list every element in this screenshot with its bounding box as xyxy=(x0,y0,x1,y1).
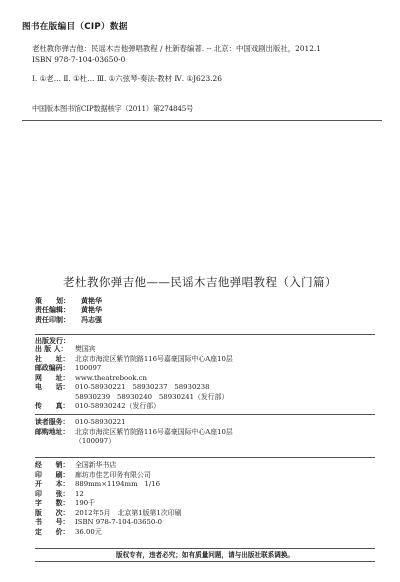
info-value: 58930239 58930240 58930241（发行部） xyxy=(75,392,229,401)
divider xyxy=(35,414,375,415)
info-value: 190千 xyxy=(75,499,96,507)
credit-label: 责任印制： xyxy=(35,315,70,324)
credits-block xyxy=(35,297,375,325)
credit-value: 冯志强 xyxy=(81,315,102,324)
info-label: 社 址： xyxy=(35,354,70,363)
info-value: 010-58930221 58930237 58930238 xyxy=(75,383,210,391)
info-row xyxy=(35,528,380,538)
cip-block xyxy=(32,43,382,84)
info-value: 廊坊市佳艺印务有限公司 xyxy=(75,470,151,479)
info-label: 传 真： xyxy=(35,402,70,410)
info-value: （100097） xyxy=(75,437,116,445)
info-label: 邮购地址： xyxy=(35,427,70,436)
info-label: 字 数： xyxy=(35,499,70,507)
publication-info xyxy=(35,345,380,412)
info-value: 2012年5月 北京第1版第1次印刷 xyxy=(75,508,182,517)
info-label: 邮政编码： xyxy=(35,364,70,372)
info-label: 印 张： xyxy=(35,489,70,498)
info-row xyxy=(35,364,380,374)
info-row xyxy=(35,461,380,471)
info-value: ISBN 978-7-104-03650-0 xyxy=(75,518,163,526)
info-label: 读者服务： xyxy=(35,418,70,426)
info-value: 北京市海淀区紫竹院路116号嘉豪国际中心A座10层 xyxy=(75,427,233,436)
credit-row xyxy=(35,306,375,315)
cip-classification: Ⅰ. ①老… Ⅱ. ①杜… Ⅲ. ①六弦琴-奏法-教材 Ⅳ. ①J623.26 xyxy=(32,74,222,83)
info-value: 010-58930242（发行部） xyxy=(75,402,161,410)
info-row xyxy=(35,480,380,490)
cip-line-title: 老杜教你弹吉他：民谣木吉他弹唱教程 / 杜新春编著. -- 北京：中国戏剧出版社，2012.1 xyxy=(32,44,321,53)
info-label: 书 号： xyxy=(35,518,70,526)
cip-header: 图书在版编目（CIP）数据 xyxy=(22,22,128,32)
printing-info xyxy=(35,461,380,537)
website-value: www.theatrebook.cn xyxy=(75,373,147,382)
divider xyxy=(35,457,375,458)
info-value: 全国新华书店 xyxy=(75,461,117,469)
info-row xyxy=(35,499,380,509)
info-row xyxy=(35,383,380,402)
info-label: 经 销： xyxy=(35,461,70,469)
credit-label: 责任编辑： xyxy=(35,306,70,315)
info-row xyxy=(35,402,380,412)
info-label: 电 话： xyxy=(35,383,70,391)
info-row xyxy=(35,374,380,384)
info-row xyxy=(35,490,380,500)
credit-label: 策 划： xyxy=(35,297,70,305)
credit-row xyxy=(35,316,375,325)
info-label: 开 本： xyxy=(35,480,70,488)
info-label: 版 次： xyxy=(35,508,70,517)
info-row xyxy=(35,509,380,519)
info-row xyxy=(35,428,380,447)
info-row xyxy=(35,345,380,355)
info-label: 定 价： xyxy=(35,527,70,536)
info-label: 网 址： xyxy=(35,373,70,382)
reader-info xyxy=(35,418,380,447)
price-value: 36.00元 xyxy=(75,527,102,536)
credit-value: 黄艳华 xyxy=(81,297,102,305)
cip-data-number: 中国版本图书馆CIP数据核字（2011）第274845号 xyxy=(32,104,194,113)
info-value: 010-58930221 xyxy=(75,418,126,426)
book-title: 老杜教你弹吉他——民谣木吉他弹唱教程（入门篇） xyxy=(63,275,337,289)
publication-section-label: 出版发行： xyxy=(35,337,70,345)
divider xyxy=(22,120,382,121)
info-label: 印 刷： xyxy=(35,470,70,479)
info-value: 100097 xyxy=(75,364,102,372)
info-label: 出 版 人： xyxy=(35,345,68,353)
credit-row xyxy=(35,297,375,306)
info-value: 12 xyxy=(75,489,84,498)
info-value: 889mm×1194mm 1/16 xyxy=(75,480,160,488)
info-row xyxy=(35,471,380,481)
info-row xyxy=(35,355,380,365)
info-value: 樊国宾 xyxy=(75,345,96,353)
credit-value: 黄艳华 xyxy=(81,306,102,315)
cip-line-isbn: ISBN 978-7-104-03650-0 xyxy=(32,55,126,64)
info-row xyxy=(35,418,380,428)
copyright-notice: 版权专有，违者必究；如有质量问题，请与出版社联系调换。 xyxy=(35,548,375,562)
info-value: 北京市海淀区紫竹院路116号嘉豪国际中心A座10层 xyxy=(75,354,233,363)
divider xyxy=(35,334,375,335)
info-row xyxy=(35,518,380,528)
